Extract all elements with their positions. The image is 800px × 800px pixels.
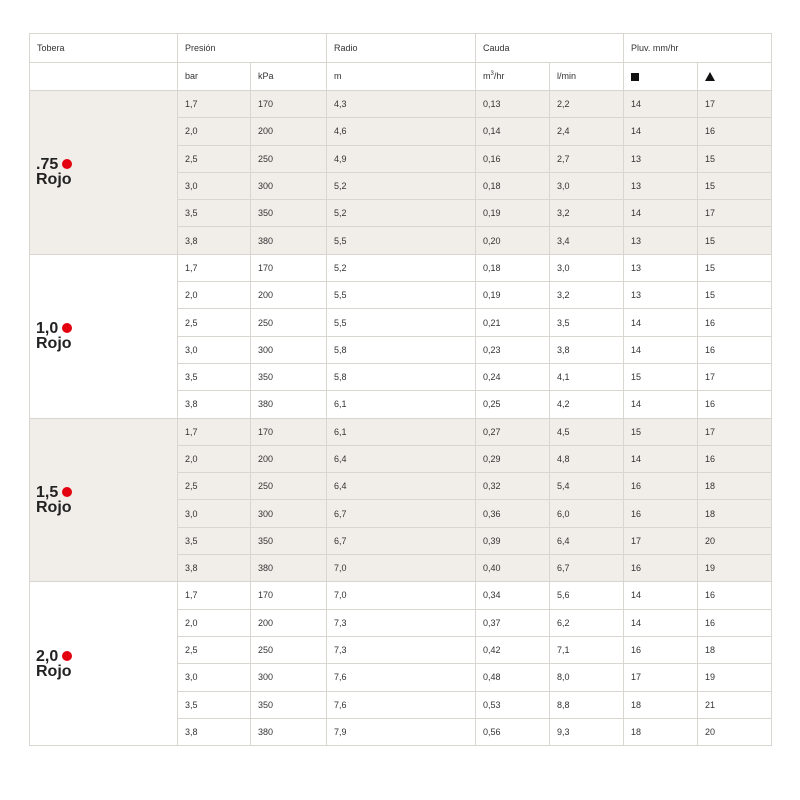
cell-precip-square: 13 xyxy=(624,227,698,254)
cell-pressure-bar: 3,8 xyxy=(178,391,251,418)
cell-pressure-bar: 2,5 xyxy=(178,473,251,500)
cell-flow-lmin: 9,3 xyxy=(550,718,624,745)
cell-radius-m: 7,6 xyxy=(327,691,476,718)
cell-flow-m3hr: 0,24 xyxy=(476,363,550,390)
cell-radius-m: 4,6 xyxy=(327,118,476,145)
cell-pressure-bar: 2,0 xyxy=(178,282,251,309)
nozzle-size: 1,0 xyxy=(36,320,59,338)
cell-flow-lmin: 4,5 xyxy=(550,418,624,445)
cell-pressure-kpa: 250 xyxy=(251,145,327,172)
cell-flow-m3hr: 0,16 xyxy=(476,145,550,172)
nozzle-color: Rojo xyxy=(36,171,72,189)
cell-radius-m: 6,4 xyxy=(327,473,476,500)
cell-precip-square: 16 xyxy=(624,555,698,582)
cell-pressure-bar: 2,5 xyxy=(178,309,251,336)
cell-flow-m3hr: 0,48 xyxy=(476,664,550,691)
cell-radius-m: 6,1 xyxy=(327,391,476,418)
units-row xyxy=(30,62,772,91)
cell-precip-square: 14 xyxy=(624,609,698,636)
cell-flow-lmin: 6,4 xyxy=(550,527,624,554)
header-pluv: Pluv. mm/hr xyxy=(624,34,772,63)
unit-m3hr: $m^3/hr$ xyxy=(476,62,550,91)
cell-flow-lmin: 8,8 xyxy=(550,691,624,718)
cell-pressure-kpa: 380 xyxy=(251,391,327,418)
cell-precip-square: 13 xyxy=(624,172,698,199)
cell-flow-m3hr: 0,25 xyxy=(476,391,550,418)
cell-pressure-bar: 3,0 xyxy=(178,336,251,363)
cell-flow-lmin: 3,0 xyxy=(550,172,624,199)
cell-precip-triangle: 15 xyxy=(698,172,772,199)
cell-flow-m3hr: 0,32 xyxy=(476,473,550,500)
cell-precip-square: 16 xyxy=(624,473,698,500)
cell-pressure-bar: 1,7 xyxy=(178,254,251,281)
nozzle-label xyxy=(30,418,178,582)
cell-pressure-kpa: 200 xyxy=(251,609,327,636)
color-dot-icon xyxy=(62,159,72,169)
cell-radius-m: 6,1 xyxy=(327,418,476,445)
cell-pressure-kpa: 170 xyxy=(251,254,327,281)
cell-precip-square: 15 xyxy=(624,418,698,445)
cell-flow-m3hr: 0,27 xyxy=(476,418,550,445)
nozzle-performance-table xyxy=(29,33,772,746)
cell-flow-lmin: 3,0 xyxy=(550,254,624,281)
cell-precip-square: 13 xyxy=(624,282,698,309)
cell-pressure-bar: 3,5 xyxy=(178,363,251,390)
cell-precip-triangle: 20 xyxy=(698,718,772,745)
cell-pressure-kpa: 200 xyxy=(251,445,327,472)
cell-precip-square: 17 xyxy=(624,664,698,691)
cell-pressure-bar: 2,5 xyxy=(178,636,251,663)
cell-flow-lmin: 4,1 xyxy=(550,363,624,390)
cell-precip-square: 14 xyxy=(624,445,698,472)
cell-precip-triangle: 16 xyxy=(698,336,772,363)
cell-precip-triangle: 17 xyxy=(698,200,772,227)
cell-pressure-kpa: 250 xyxy=(251,636,327,663)
nozzle-color: Rojo xyxy=(36,662,72,680)
cell-radius-m: 5,2 xyxy=(327,172,476,199)
cell-pressure-bar: 3,8 xyxy=(178,227,251,254)
cell-flow-m3hr: 0,37 xyxy=(476,609,550,636)
cell-precip-square: 16 xyxy=(624,500,698,527)
cell-radius-m: 5,5 xyxy=(327,282,476,309)
cell-pressure-bar: 3,0 xyxy=(178,500,251,527)
cell-flow-lmin: 7,1 xyxy=(550,636,624,663)
cell-precip-triangle: 17 xyxy=(698,91,772,118)
cell-pressure-kpa: 300 xyxy=(251,336,327,363)
cell-pressure-bar: 3,5 xyxy=(178,527,251,554)
cell-pressure-kpa: 300 xyxy=(251,172,327,199)
cell-pressure-bar: 1,7 xyxy=(178,91,251,118)
cell-precip-triangle: 16 xyxy=(698,118,772,145)
cell-pressure-kpa: 380 xyxy=(251,227,327,254)
nozzle-color: Rojo xyxy=(36,498,72,516)
color-dot-icon xyxy=(62,323,72,333)
cell-flow-lmin: 2,4 xyxy=(550,118,624,145)
cell-flow-lmin: 8,0 xyxy=(550,664,624,691)
cell-flow-m3hr: 0,18 xyxy=(476,254,550,281)
cell-pressure-kpa: 170 xyxy=(251,418,327,445)
color-dot-icon xyxy=(62,487,72,497)
cell-flow-m3hr: 0,18 xyxy=(476,172,550,199)
cell-precip-square: 17 xyxy=(624,527,698,554)
cell-flow-m3hr: 0,29 xyxy=(476,445,550,472)
cell-flow-m3hr: 0,53 xyxy=(476,691,550,718)
cell-precip-square: 13 xyxy=(624,254,698,281)
cell-precip-triangle: 17 xyxy=(698,363,772,390)
nozzle-label xyxy=(30,582,178,746)
cell-precip-triangle: 15 xyxy=(698,227,772,254)
cell-precip-square: 14 xyxy=(624,391,698,418)
cell-flow-lmin: 3,8 xyxy=(550,336,624,363)
cell-pressure-kpa: 300 xyxy=(251,500,327,527)
cell-flow-lmin: 6,7 xyxy=(550,555,624,582)
nozzle-label xyxy=(30,254,178,418)
cell-pressure-bar: 1,7 xyxy=(178,582,251,609)
cell-pressure-kpa: 300 xyxy=(251,664,327,691)
cell-precip-square: 14 xyxy=(624,336,698,363)
cell-flow-lmin: 6,2 xyxy=(550,609,624,636)
cell-pressure-bar: 2,0 xyxy=(178,445,251,472)
cell-flow-m3hr: 0,39 xyxy=(476,527,550,554)
unit-kpa: kPa xyxy=(251,62,327,91)
cell-flow-lmin: 3,4 xyxy=(550,227,624,254)
cell-precip-square: 14 xyxy=(624,582,698,609)
triangle-icon xyxy=(705,72,715,81)
cell-flow-lmin: 4,8 xyxy=(550,445,624,472)
cell-pressure-bar: 2,0 xyxy=(178,609,251,636)
cell-precip-triangle: 16 xyxy=(698,582,772,609)
cell-flow-lmin: 3,2 xyxy=(550,200,624,227)
cell-precip-square: 14 xyxy=(624,91,698,118)
cell-flow-m3hr: 0,20 xyxy=(476,227,550,254)
cell-flow-lmin: 2,2 xyxy=(550,91,624,118)
cell-precip-triangle: 20 xyxy=(698,527,772,554)
cell-radius-m: 6,4 xyxy=(327,445,476,472)
header-radio: Radio xyxy=(327,34,476,63)
cell-precip-triangle: 16 xyxy=(698,309,772,336)
unit-bar: bar xyxy=(178,62,251,91)
cell-flow-lmin: 5,4 xyxy=(550,473,624,500)
cell-flow-lmin: 2,7 xyxy=(550,145,624,172)
cell-radius-m: 5,2 xyxy=(327,200,476,227)
cell-flow-m3hr: 0,23 xyxy=(476,336,550,363)
cell-precip-square: 14 xyxy=(624,200,698,227)
cell-flow-m3hr: 0,13 xyxy=(476,91,550,118)
cell-pressure-bar: 2,5 xyxy=(178,145,251,172)
cell-flow-m3hr: 0,14 xyxy=(476,118,550,145)
cell-flow-m3hr: 0,19 xyxy=(476,282,550,309)
cell-precip-square: 15 xyxy=(624,363,698,390)
cell-precip-square: 14 xyxy=(624,118,698,145)
cell-precip-triangle: 16 xyxy=(698,391,772,418)
cell-pressure-kpa: 350 xyxy=(251,363,327,390)
header-row xyxy=(30,34,772,63)
cell-precip-square: 16 xyxy=(624,636,698,663)
nozzle-color: Rojo xyxy=(36,335,72,353)
unit-lmin: l/min xyxy=(550,62,624,91)
cell-pressure-kpa: 200 xyxy=(251,282,327,309)
cell-precip-triangle: 15 xyxy=(698,145,772,172)
cell-pressure-bar: 2,0 xyxy=(178,118,251,145)
cell-flow-m3hr: 0,36 xyxy=(476,500,550,527)
nozzle-size: 2,0 xyxy=(36,647,59,665)
cell-flow-lmin: 3,2 xyxy=(550,282,624,309)
cell-flow-m3hr: 0,42 xyxy=(476,636,550,663)
cell-precip-triangle: 18 xyxy=(698,636,772,663)
cell-pressure-bar: 3,8 xyxy=(178,718,251,745)
cell-radius-m: 7,6 xyxy=(327,664,476,691)
cell-precip-triangle: 15 xyxy=(698,254,772,281)
square-icon xyxy=(631,73,639,81)
header-presion: Presión xyxy=(178,34,327,63)
cell-radius-m: 5,5 xyxy=(327,309,476,336)
cell-radius-m: 6,7 xyxy=(327,500,476,527)
cell-precip-triangle: 16 xyxy=(698,445,772,472)
nozzle-label xyxy=(30,91,178,255)
cell-radius-m: 4,3 xyxy=(327,91,476,118)
cell-radius-m: 7,0 xyxy=(327,555,476,582)
color-dot-icon xyxy=(62,651,72,661)
cell-pressure-kpa: 170 xyxy=(251,582,327,609)
cell-radius-m: 5,8 xyxy=(327,336,476,363)
cell-pressure-kpa: 200 xyxy=(251,118,327,145)
cell-flow-m3hr: 0,19 xyxy=(476,200,550,227)
cell-pressure-bar: 3,0 xyxy=(178,172,251,199)
cell-pressure-bar: 1,7 xyxy=(178,418,251,445)
cell-flow-m3hr: 0,40 xyxy=(476,555,550,582)
header-tobera: Tobera xyxy=(30,34,178,63)
cell-radius-m: 7,0 xyxy=(327,582,476,609)
cell-pressure-bar: 3,5 xyxy=(178,691,251,718)
cell-flow-lmin: 3,5 xyxy=(550,309,624,336)
cell-pressure-kpa: 170 xyxy=(251,91,327,118)
cell-pressure-kpa: 380 xyxy=(251,718,327,745)
cell-precip-triangle: 16 xyxy=(698,609,772,636)
cell-flow-m3hr: 0,34 xyxy=(476,582,550,609)
nozzle-size: .75 xyxy=(36,156,59,174)
cell-radius-m: 7,3 xyxy=(327,636,476,663)
nozzle-table-container xyxy=(29,33,771,746)
table-row xyxy=(30,254,772,281)
cell-precip-square: 18 xyxy=(624,718,698,745)
cell-flow-lmin: 4,2 xyxy=(550,391,624,418)
table-row xyxy=(30,91,772,118)
units-empty-cell xyxy=(30,62,178,91)
cell-precip-triangle: 21 xyxy=(698,691,772,718)
cell-pressure-kpa: 350 xyxy=(251,527,327,554)
cell-precip-square: 18 xyxy=(624,691,698,718)
cell-precip-triangle: 18 xyxy=(698,500,772,527)
cell-pressure-kpa: 250 xyxy=(251,309,327,336)
cell-pressure-kpa: 350 xyxy=(251,691,327,718)
table-row xyxy=(30,418,772,445)
cell-pressure-kpa: 250 xyxy=(251,473,327,500)
cell-pressure-kpa: 380 xyxy=(251,555,327,582)
cell-precip-triangle: 19 xyxy=(698,555,772,582)
cell-pressure-bar: 3,0 xyxy=(178,664,251,691)
cell-precip-square: 13 xyxy=(624,145,698,172)
cell-radius-m: 5,8 xyxy=(327,363,476,390)
cell-flow-lmin: 6,0 xyxy=(550,500,624,527)
cell-pressure-bar: 3,5 xyxy=(178,200,251,227)
unit-m: m xyxy=(327,62,476,91)
cell-precip-triangle: 15 xyxy=(698,282,772,309)
cell-flow-m3hr: 0,56 xyxy=(476,718,550,745)
cell-precip-triangle: 17 xyxy=(698,418,772,445)
unit-square-spacing xyxy=(624,62,698,91)
cell-pressure-kpa: 350 xyxy=(251,200,327,227)
table-body xyxy=(30,91,772,746)
cell-radius-m: 5,2 xyxy=(327,254,476,281)
nozzle-size: 1,5 xyxy=(36,483,59,501)
cell-precip-square: 14 xyxy=(624,309,698,336)
table-row xyxy=(30,582,772,609)
cell-flow-lmin: 5,6 xyxy=(550,582,624,609)
cell-radius-m: 6,7 xyxy=(327,527,476,554)
cell-flow-m3hr: 0,21 xyxy=(476,309,550,336)
cell-radius-m: 7,3 xyxy=(327,609,476,636)
cell-radius-m: 7,9 xyxy=(327,718,476,745)
cell-pressure-bar: 3,8 xyxy=(178,555,251,582)
unit-triangle-spacing xyxy=(698,62,772,91)
cell-precip-triangle: 18 xyxy=(698,473,772,500)
cell-radius-m: 5,5 xyxy=(327,227,476,254)
cell-precip-triangle: 19 xyxy=(698,664,772,691)
header-cauda: Cauda xyxy=(476,34,624,63)
cell-radius-m: 4,9 xyxy=(327,145,476,172)
